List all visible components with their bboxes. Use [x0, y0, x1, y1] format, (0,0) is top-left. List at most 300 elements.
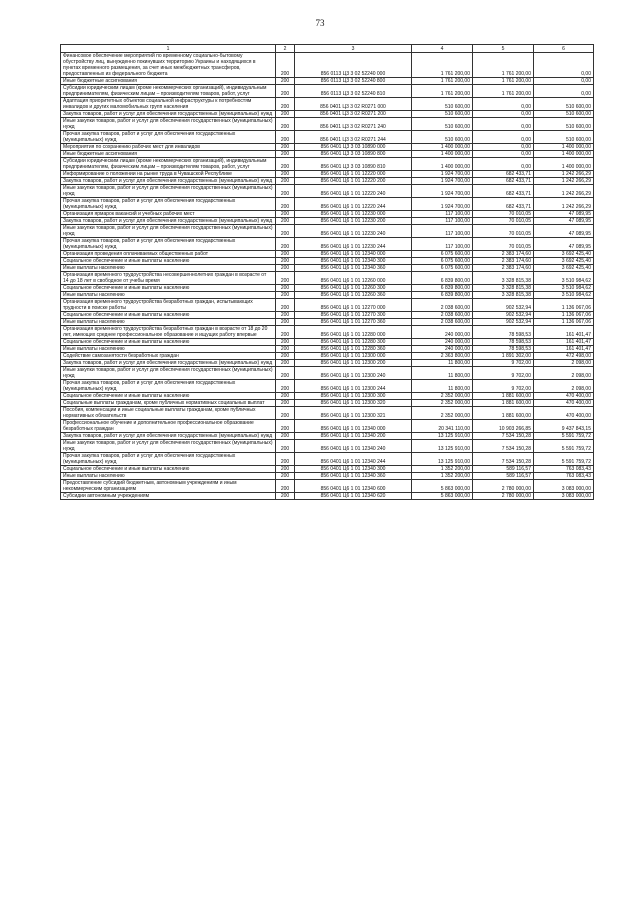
cell-code-admin: 200 [276, 85, 295, 98]
table-row [61, 326, 594, 339]
cell-approved-amount: 1 761 200,00 [412, 53, 473, 78]
cell-executed-amount: 70 010,05 [473, 238, 534, 251]
cell-approved-amount: 240 000,00 [412, 326, 473, 339]
cell-name: Пособия, компенсации и иные социальные выплаты гражданам, кроме публичных нормативных обязательств [61, 407, 276, 420]
cell-code-admin: 200 [276, 198, 295, 211]
cell-name: Адаптация приоритетных объектов социальной инфраструктуры к потребностям инвалидов и других маломобильных групп населения [61, 98, 276, 111]
table-row [61, 339, 594, 346]
table-row [61, 85, 594, 98]
cell-name: Иные закупки товаров, работ и услуг для обеспечения государственных (муниципальных) нужд [61, 367, 276, 380]
cell-executed-amount: 70 010,05 [473, 218, 534, 225]
cell-budget-code: 856 0401 Ц6 1 01 12340 300 [295, 466, 412, 473]
cell-unexecuted-amount: 1 242 266,29 [534, 198, 594, 211]
cell-unexecuted-amount: 47 089,95 [534, 238, 594, 251]
cell-name: Финансовое обеспечение мероприятий по временному социально-бытовому обустройству лиц, вынужденно покинувших территорию Украины и находящихся в пунктах временного размещения, за счет иных межбюджетных трансферов, предоставленных из федерального бюджета [61, 53, 276, 78]
cell-executed-amount: 7 534 150,28 [473, 433, 534, 440]
cell-budget-code: 856 0401 Ц6 1 01 12230 200 [295, 218, 412, 225]
cell-code-admin: 200 [276, 480, 295, 493]
table-row [61, 420, 594, 433]
cell-unexecuted-amount: 2 098,00 [534, 360, 594, 367]
cell-name: Организация ярмарок вакансий и учебных рабочих мест [61, 211, 276, 218]
cell-unexecuted-amount: 47 089,95 [534, 225, 594, 238]
cell-unexecuted-amount: 0,00 [534, 78, 594, 85]
cell-budget-code: 856 0401 Ц6 1 01 12300 320 [295, 400, 412, 407]
cell-budget-code: 856 0401 Ц6 1 01 12340 600 [295, 480, 412, 493]
cell-budget-code: 856 0401 Ц3 3 02 R0271 240 [295, 118, 412, 131]
cell-approved-amount: 1 924 700,00 [412, 185, 473, 198]
cell-name: Социальное обеспечение и иные выплаты населению [61, 258, 276, 265]
cell-budget-code: 856 0401 Ц6 1 01 12230 244 [295, 238, 412, 251]
cell-code-admin: 200 [276, 53, 295, 78]
table-row [61, 346, 594, 353]
table-row [61, 218, 594, 225]
page-number: 73 [315, 18, 325, 28]
cell-unexecuted-amount: 9 437 843,15 [534, 420, 594, 433]
cell-approved-amount: 5 863 000,00 [412, 480, 473, 493]
cell-approved-amount: 20 341 110,00 [412, 420, 473, 433]
cell-budget-code: 856 0401 Ц6 1 01 12340 300 [295, 258, 412, 265]
cell-name: Иные выплаты населению [61, 292, 276, 299]
cell-executed-amount: 7 534 150,28 [473, 453, 534, 466]
cell-executed-amount: 78 598,53 [473, 346, 534, 353]
column-header: 2 [276, 45, 295, 53]
cell-unexecuted-amount: 472 498,00 [534, 353, 594, 360]
cell-name: Иные выплаты населению [61, 265, 276, 272]
cell-executed-amount: 902 532,94 [473, 312, 534, 319]
table-row [61, 258, 594, 265]
cell-approved-amount: 13 125 910,00 [412, 440, 473, 453]
cell-approved-amount: 2 038 600,00 [412, 299, 473, 312]
table-row [61, 473, 594, 480]
cell-approved-amount: 5 863 000,00 [412, 493, 473, 500]
cell-approved-amount: 1 352 200,00 [412, 473, 473, 480]
cell-unexecuted-amount: 3 083 000,00 [534, 480, 594, 493]
column-header: 6 [534, 45, 594, 53]
cell-unexecuted-amount: 3 083 000,00 [534, 493, 594, 500]
cell-name: Прочая закупка товаров, работ и услуг для обеспечения государственных (муниципальных) нужд [61, 238, 276, 251]
cell-approved-amount: 2 038 600,00 [412, 319, 473, 326]
cell-approved-amount: 2 363 800,00 [412, 353, 473, 360]
cell-approved-amount: 117 100,00 [412, 238, 473, 251]
cell-name: Организация временного трудоустройства несовершеннолетних граждан в возрасте от 14 до 18 лет в свободное от учебы время [61, 272, 276, 285]
table-row [61, 299, 594, 312]
cell-executed-amount: 7 534 150,28 [473, 440, 534, 453]
table-row [61, 400, 594, 407]
cell-budget-code: 856 0401 Ц6 1 01 12340 360 [295, 265, 412, 272]
cell-code-admin: 200 [276, 178, 295, 185]
cell-unexecuted-amount: 470 400,00 [534, 400, 594, 407]
cell-approved-amount: 11 800,00 [412, 367, 473, 380]
cell-approved-amount: 13 125 910,00 [412, 433, 473, 440]
cell-unexecuted-amount: 3 692 425,40 [534, 251, 594, 258]
cell-approved-amount: 2 352 000,00 [412, 407, 473, 420]
cell-code-admin: 200 [276, 339, 295, 346]
cell-unexecuted-amount: 3 692 425,40 [534, 265, 594, 272]
cell-executed-amount: 682 433,71 [473, 178, 534, 185]
table-row [61, 453, 594, 466]
cell-budget-code: 856 0113 Ц3 3 02 52240 810 [295, 85, 412, 98]
cell-name: Субсидии автономным учреждениям [61, 493, 276, 500]
cell-budget-code: 856 0401 Ц6 1 01 12230 240 [295, 225, 412, 238]
cell-approved-amount: 1 400 000,00 [412, 158, 473, 171]
cell-budget-code: 856 0401 Ц3 3 02 R0271 200 [295, 111, 412, 118]
table-row [61, 312, 594, 319]
cell-code-admin: 200 [276, 285, 295, 292]
column-header: 4 [412, 45, 473, 53]
cell-code-admin: 200 [276, 251, 295, 258]
cell-executed-amount: 2 383 174,60 [473, 258, 534, 265]
cell-unexecuted-amount: 470 400,00 [534, 393, 594, 400]
cell-code-admin: 200 [276, 400, 295, 407]
cell-executed-amount: 2 780 000,00 [473, 493, 534, 500]
cell-name: Социальное обеспечение и иные выплаты населению [61, 393, 276, 400]
cell-name: Организация временного трудоустройства безработных граждан в возрасте от 18 до 20 лет, имеющих среднее профессиональное образование и ищущих работу впервые [61, 326, 276, 339]
cell-executed-amount: 0,00 [473, 98, 534, 111]
cell-approved-amount: 11 800,00 [412, 360, 473, 367]
cell-unexecuted-amount: 510 600,00 [534, 131, 594, 144]
cell-unexecuted-amount: 1 400 000,00 [534, 151, 594, 158]
column-header: 3 [295, 45, 412, 53]
cell-name: Профессиональное обучение и дополнительное профессиональное образование безработных граждан [61, 420, 276, 433]
cell-unexecuted-amount: 47 089,95 [534, 218, 594, 225]
table-row [61, 466, 594, 473]
cell-executed-amount: 1 881 600,00 [473, 407, 534, 420]
cell-name: Иные закупки товаров, работ и услуг для обеспечения государственных (муниципальных) нужд [61, 118, 276, 131]
cell-name: Субсидии юридическим лицам (кроме некоммерческих организаций), индивидуальным предпринимателям, физическим лицам – производителям товаров, работ, услуг [61, 85, 276, 98]
cell-executed-amount: 682 433,71 [473, 171, 534, 178]
cell-unexecuted-amount: 763 083,43 [534, 466, 594, 473]
cell-code-admin: 200 [276, 171, 295, 178]
column-header: 1 [61, 45, 276, 53]
table-row [61, 53, 594, 78]
cell-unexecuted-amount: 5 591 759,72 [534, 440, 594, 453]
cell-budget-code: 856 0401 Ц6 1 01 12220 200 [295, 178, 412, 185]
table-row [61, 407, 594, 420]
cell-executed-amount: 0,00 [473, 118, 534, 131]
cell-approved-amount: 1 761 200,00 [412, 78, 473, 85]
table-row [61, 178, 594, 185]
cell-approved-amount: 117 100,00 [412, 218, 473, 225]
cell-approved-amount: 1 924 700,00 [412, 171, 473, 178]
cell-executed-amount: 589 116,57 [473, 466, 534, 473]
cell-code-admin: 200 [276, 185, 295, 198]
table-row [61, 353, 594, 360]
cell-approved-amount: 6 839 800,00 [412, 272, 473, 285]
cell-unexecuted-amount: 470 400,00 [534, 407, 594, 420]
table-row [61, 185, 594, 198]
cell-executed-amount: 2 383 174,60 [473, 265, 534, 272]
cell-code-admin: 200 [276, 225, 295, 238]
cell-code-admin: 200 [276, 493, 295, 500]
cell-executed-amount: 589 116,57 [473, 473, 534, 480]
cell-unexecuted-amount: 5 591 759,72 [534, 453, 594, 466]
cell-budget-code: 856 0401 Ц6 1 01 12220 240 [295, 185, 412, 198]
cell-name: Закупка товаров, работ и услуг для обеспечения государственных (муниципальных) нужд [61, 111, 276, 118]
cell-approved-amount: 1 352 200,00 [412, 466, 473, 473]
cell-unexecuted-amount: 1 400 000,00 [534, 144, 594, 151]
cell-unexecuted-amount: 3 510 984,62 [534, 285, 594, 292]
table-row [61, 225, 594, 238]
cell-code-admin: 200 [276, 211, 295, 218]
cell-budget-code: 856 0401 Ц6 1 01 12220 244 [295, 198, 412, 211]
cell-code-admin: 200 [276, 453, 295, 466]
cell-executed-amount: 0,00 [473, 111, 534, 118]
cell-name: Иные закупки товаров, работ и услуг для обеспечения государственных (муниципальных) нужд [61, 185, 276, 198]
table-row [61, 433, 594, 440]
cell-unexecuted-amount: 1 136 067,06 [534, 319, 594, 326]
cell-budget-code: 856 0401 Ц6 1 01 12270 000 [295, 299, 412, 312]
table-row [61, 272, 594, 285]
cell-budget-code: 856 0401 Ц6 1 01 12340 240 [295, 440, 412, 453]
cell-budget-code: 856 0401 Ц6 1 01 12340 620 [295, 493, 412, 500]
cell-name: Закупка товаров, работ и услуг для обеспечения государственных (муниципальных) нужд [61, 360, 276, 367]
cell-executed-amount: 3 328 815,38 [473, 292, 534, 299]
table-row [61, 319, 594, 326]
cell-executed-amount: 70 010,05 [473, 211, 534, 218]
cell-approved-amount: 1 400 000,00 [412, 144, 473, 151]
cell-unexecuted-amount: 1 136 067,06 [534, 312, 594, 319]
cell-code-admin: 200 [276, 111, 295, 118]
cell-budget-code: 856 0401 Ц3 3 03 10890 800 [295, 151, 412, 158]
cell-unexecuted-amount: 161 401,47 [534, 339, 594, 346]
cell-code-admin: 200 [276, 407, 295, 420]
cell-name: Иные бюджетные ассигнования [61, 78, 276, 85]
cell-executed-amount: 902 532,94 [473, 319, 534, 326]
cell-executed-amount: 1 881 600,00 [473, 393, 534, 400]
cell-name: Прочая закупка товаров, работ и услуг для обеспечения государственных (муниципальных) нужд [61, 380, 276, 393]
cell-unexecuted-amount: 1 242 266,29 [534, 171, 594, 178]
table-row [61, 144, 594, 151]
cell-unexecuted-amount: 510 600,00 [534, 111, 594, 118]
cell-budget-code: 856 0401 Ц6 1 01 12300 000 [295, 353, 412, 360]
cell-executed-amount: 682 433,71 [473, 198, 534, 211]
table-row [61, 151, 594, 158]
cell-executed-amount: 2 780 000,00 [473, 480, 534, 493]
table-row [61, 238, 594, 251]
table-row [61, 171, 594, 178]
cell-executed-amount: 3 328 815,38 [473, 285, 534, 292]
cell-name: Иные выплаты населению [61, 319, 276, 326]
cell-unexecuted-amount: 47 089,95 [534, 211, 594, 218]
cell-code-admin: 200 [276, 98, 295, 111]
cell-unexecuted-amount: 1 400 000,00 [534, 158, 594, 171]
cell-unexecuted-amount: 1 242 266,29 [534, 185, 594, 198]
cell-executed-amount: 1 891 302,00 [473, 353, 534, 360]
cell-executed-amount: 1 761 200,00 [473, 53, 534, 78]
table-row [61, 251, 594, 258]
cell-executed-amount: 9 702,00 [473, 380, 534, 393]
cell-name: Иные выплаты населению [61, 346, 276, 353]
cell-approved-amount: 6 075 600,00 [412, 265, 473, 272]
cell-budget-code: 856 0401 Ц6 1 01 12260 360 [295, 292, 412, 299]
cell-executed-amount: 78 598,53 [473, 339, 534, 346]
cell-budget-code: 856 0401 Ц6 1 01 12340 000 [295, 251, 412, 258]
cell-name: Содействие самозанятости безработных граждан [61, 353, 276, 360]
cell-code-admin: 200 [276, 353, 295, 360]
cell-budget-code: 856 0401 Ц3 3 02 R0271 244 [295, 131, 412, 144]
table-row [61, 98, 594, 111]
cell-approved-amount: 510 600,00 [412, 111, 473, 118]
cell-approved-amount: 510 600,00 [412, 131, 473, 144]
cell-approved-amount: 510 600,00 [412, 98, 473, 111]
cell-unexecuted-amount: 1 136 067,06 [534, 299, 594, 312]
cell-code-admin: 200 [276, 360, 295, 367]
table-row [61, 360, 594, 367]
cell-approved-amount: 510 600,00 [412, 118, 473, 131]
cell-code-admin: 200 [276, 380, 295, 393]
table-row [61, 158, 594, 171]
cell-executed-amount: 70 010,05 [473, 225, 534, 238]
cell-approved-amount: 1 400 000,00 [412, 151, 473, 158]
cell-code-admin: 200 [276, 218, 295, 225]
cell-approved-amount: 1 924 700,00 [412, 198, 473, 211]
cell-executed-amount: 682 433,71 [473, 185, 534, 198]
cell-code-admin: 200 [276, 265, 295, 272]
column-header: 5 [473, 45, 534, 53]
cell-name: Социальное обеспечение и иные выплаты населению [61, 339, 276, 346]
table-row [61, 265, 594, 272]
cell-code-admin: 200 [276, 144, 295, 151]
cell-budget-code: 856 0401 Ц6 1 01 12280 360 [295, 346, 412, 353]
cell-code-admin: 200 [276, 158, 295, 171]
cell-executed-amount: 9 702,00 [473, 367, 534, 380]
table-row [61, 118, 594, 131]
cell-budget-code: 856 0401 Ц6 1 01 12340 360 [295, 473, 412, 480]
cell-approved-amount: 6 839 800,00 [412, 285, 473, 292]
cell-budget-code: 856 0401 Ц6 1 01 12300 240 [295, 367, 412, 380]
cell-unexecuted-amount: 0,00 [534, 53, 594, 78]
cell-name: Закупка товаров, работ и услуг для обеспечения государственных (муниципальных) нужд [61, 433, 276, 440]
cell-name: Информирование о положении на рынке труда в Чувашской Республике [61, 171, 276, 178]
cell-code-admin: 200 [276, 420, 295, 433]
cell-unexecuted-amount: 3 510 984,62 [534, 292, 594, 299]
cell-code-admin: 200 [276, 312, 295, 319]
cell-code-admin: 200 [276, 299, 295, 312]
cell-approved-amount: 1 924 700,00 [412, 178, 473, 185]
table-row [61, 211, 594, 218]
cell-executed-amount: 2 383 174,60 [473, 251, 534, 258]
cell-unexecuted-amount: 3 692 425,40 [534, 258, 594, 265]
cell-budget-code: 856 0113 Ц3 3 02 52240 000 [295, 53, 412, 78]
budget-table [60, 44, 594, 500]
cell-approved-amount: 117 100,00 [412, 211, 473, 218]
cell-unexecuted-amount: 3 510 984,62 [534, 272, 594, 285]
cell-budget-code: 856 0401 Ц6 1 01 12340 200 [295, 433, 412, 440]
cell-code-admin: 200 [276, 151, 295, 158]
cell-executed-amount: 3 328 815,38 [473, 272, 534, 285]
cell-executed-amount: 10 903 266,85 [473, 420, 534, 433]
cell-unexecuted-amount: 510 600,00 [534, 118, 594, 131]
cell-code-admin: 200 [276, 440, 295, 453]
cell-executed-amount: 0,00 [473, 158, 534, 171]
cell-code-admin: 200 [276, 258, 295, 265]
cell-executed-amount: 902 532,94 [473, 299, 534, 312]
cell-code-admin: 200 [276, 272, 295, 285]
cell-budget-code: 856 0401 Ц6 1 01 12270 360 [295, 319, 412, 326]
table-row [61, 393, 594, 400]
cell-unexecuted-amount: 763 083,43 [534, 473, 594, 480]
cell-name: Иные закупки товаров, работ и услуг для обеспечения государственных (муниципальных) нужд [61, 440, 276, 453]
cell-budget-code: 856 0401 Ц6 1 01 12220 000 [295, 171, 412, 178]
cell-unexecuted-amount: 161 401,47 [534, 346, 594, 353]
cell-budget-code: 856 0401 Ц6 1 01 12300 300 [295, 393, 412, 400]
cell-name: Организация временного трудоустройства безработных граждан, испытывающих трудности в поиске работы [61, 299, 276, 312]
cell-code-admin: 200 [276, 319, 295, 326]
cell-executed-amount: 0,00 [473, 131, 534, 144]
cell-budget-code: 856 0401 Ц6 1 01 12230 000 [295, 211, 412, 218]
cell-unexecuted-amount: 161 401,47 [534, 326, 594, 339]
cell-unexecuted-amount: 510 600,00 [534, 98, 594, 111]
cell-name: Иные закупки товаров, работ и услуг для обеспечения государственных (муниципальных) нужд [61, 225, 276, 238]
cell-name: Закупка товаров, работ и услуг для обеспечения государственных (муниципальных) нужд [61, 178, 276, 185]
table-row [61, 78, 594, 85]
cell-approved-amount: 6 075 600,00 [412, 258, 473, 265]
cell-budget-code: 856 0401 Ц6 1 01 12270 300 [295, 312, 412, 319]
cell-approved-amount: 240 000,00 [412, 346, 473, 353]
cell-unexecuted-amount: 0,00 [534, 85, 594, 98]
cell-approved-amount: 13 125 910,00 [412, 453, 473, 466]
cell-name: Субсидии юридическим лицам (кроме некоммерческих организаций), индивидуальным предпринимателям, физическим лицам – производителям товаров, работ, услуг [61, 158, 276, 171]
cell-name: Прочая закупка товаров, работ и услуг для обеспечения государственных (муниципальных) нужд [61, 131, 276, 144]
cell-budget-code: 856 0401 Ц3 3 03 10890 810 [295, 158, 412, 171]
cell-code-admin: 200 [276, 118, 295, 131]
cell-approved-amount: 117 100,00 [412, 225, 473, 238]
table-row [61, 285, 594, 292]
cell-name: Прочая закупка товаров, работ и услуг для обеспечения государственных (муниципальных) нужд [61, 453, 276, 466]
cell-budget-code: 856 0401 Ц6 1 01 12340 000 [295, 420, 412, 433]
table-body [61, 53, 594, 500]
table-row [61, 367, 594, 380]
table-row [61, 111, 594, 118]
cell-name: Социальное обеспечение и иные выплаты населению [61, 285, 276, 292]
table-row [61, 480, 594, 493]
cell-name: Закупка товаров, работ и услуг для обеспечения государственных (муниципальных) нужд [61, 218, 276, 225]
cell-budget-code: 856 0401 Ц6 1 01 12300 244 [295, 380, 412, 393]
cell-executed-amount: 0,00 [473, 151, 534, 158]
cell-unexecuted-amount: 1 242 266,29 [534, 178, 594, 185]
cell-code-admin: 200 [276, 433, 295, 440]
table-row [61, 440, 594, 453]
table-row [61, 198, 594, 211]
cell-name: Социальное обеспечение и иные выплаты населению [61, 312, 276, 319]
cell-approved-amount: 11 800,00 [412, 380, 473, 393]
cell-name: Иные бюджетные ассигнования [61, 151, 276, 158]
cell-approved-amount: 2 352 000,00 [412, 400, 473, 407]
cell-unexecuted-amount: 2 098,00 [534, 367, 594, 380]
cell-executed-amount: 9 702,00 [473, 360, 534, 367]
cell-code-admin: 200 [276, 326, 295, 339]
cell-code-admin: 200 [276, 292, 295, 299]
cell-code-admin: 200 [276, 466, 295, 473]
cell-name: Организация проведения оплачиваемых общественных работ [61, 251, 276, 258]
cell-executed-amount: 78 598,53 [473, 326, 534, 339]
cell-name: Прочая закупка товаров, работ и услуг для обеспечения государственных (муниципальных) нужд [61, 198, 276, 211]
cell-code-admin: 200 [276, 473, 295, 480]
table-row [61, 292, 594, 299]
table-row [61, 131, 594, 144]
cell-budget-code: 856 0401 Ц6 1 01 12260 000 [295, 272, 412, 285]
cell-approved-amount: 2 038 600,00 [412, 312, 473, 319]
cell-budget-code: 856 0401 Ц6 1 01 12280 000 [295, 326, 412, 339]
cell-code-admin: 200 [276, 238, 295, 251]
cell-executed-amount: 1 881 600,00 [473, 400, 534, 407]
cell-unexecuted-amount: 5 591 759,72 [534, 433, 594, 440]
table-row [61, 493, 594, 500]
cell-executed-amount: 1 761 200,00 [473, 85, 534, 98]
cell-unexecuted-amount: 2 098,00 [534, 380, 594, 393]
cell-approved-amount: 1 761 200,00 [412, 85, 473, 98]
cell-budget-code: 856 0401 Ц6 1 01 12260 300 [295, 285, 412, 292]
